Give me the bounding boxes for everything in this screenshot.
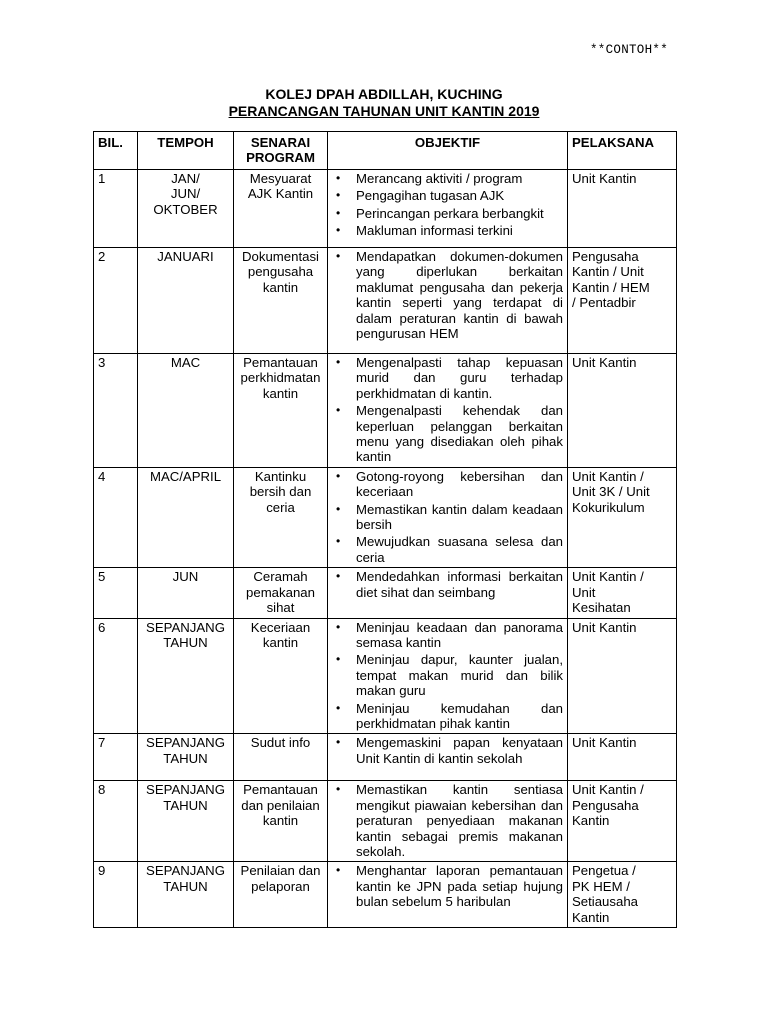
cell-program	[234, 170, 328, 248]
table-row	[94, 734, 677, 781]
objective-text: Mengenalpasti kehendak dan keperluan pelanggan berkaitan menu yang disediakan oleh pihak kantin	[356, 403, 563, 465]
cell-pelaksana	[568, 170, 677, 248]
objective-item	[332, 569, 563, 600]
header-senarai-line1: SENARAI	[250, 135, 311, 150]
bullet-icon: •	[336, 205, 341, 220]
header-senarai-program	[234, 132, 328, 170]
objective-text: Mengemaskini papan kenyataan Unit Kantin di kantin sekolah	[356, 735, 563, 766]
cell-program	[234, 862, 328, 928]
bullet-icon: •	[336, 249, 341, 263]
tempoh-line: JUN	[172, 569, 199, 585]
objective-list	[332, 171, 563, 239]
cell-objektif	[328, 862, 568, 928]
bullet-icon: •	[336, 735, 341, 750]
cell-program	[234, 618, 328, 734]
objective-text: Memastikan kantin dalam keadaan bersih	[356, 501, 563, 533]
bullet-icon: •	[336, 403, 341, 418]
objective-list	[332, 469, 563, 565]
program-line: AJK Kantin	[247, 186, 314, 202]
cell-bil: 2	[94, 248, 138, 354]
objective-item	[332, 701, 563, 732]
cell-pelaksana	[568, 248, 677, 354]
objective-text: Mengenalpasti tahap kepuasan murid dan guru terhadap perkhidmatan di kantin.	[356, 355, 563, 401]
cell-objektif	[328, 170, 568, 248]
annual-plan-table	[93, 131, 677, 928]
objective-text: Mewujudkan suasana selesa dan ceria	[356, 534, 563, 565]
program-line: ceria	[266, 499, 295, 515]
pelaksana-line: Kantin	[572, 813, 610, 829]
header-tempoh: TEMPOH	[138, 132, 234, 170]
cell-tempoh	[138, 248, 234, 354]
program-line: kantin	[262, 813, 299, 829]
bullet-icon: •	[336, 700, 341, 715]
pelaksana-line: Pengusaha	[572, 797, 639, 813]
tempoh-line: SEPANJANG	[146, 619, 225, 635]
cell-bil: 7	[94, 734, 138, 781]
table-row	[94, 618, 677, 734]
objective-item	[332, 735, 563, 766]
pelaksana-line: Unit Kantin	[572, 735, 637, 751]
bullet-icon: •	[336, 619, 341, 634]
table-row	[94, 354, 677, 468]
tempoh-line: JAN/	[171, 171, 200, 186]
program-line: bersih dan	[249, 484, 312, 500]
cell-bil: 3	[94, 354, 138, 468]
objective-list	[332, 620, 563, 732]
pelaksana-line: Kantin	[572, 909, 610, 925]
tempoh-line: OKTOBER	[153, 201, 218, 217]
objective-item	[332, 863, 563, 909]
header-objektif: OBJEKTIF	[328, 132, 568, 170]
pelaksana-line: Unit Kantin /	[572, 569, 644, 585]
cell-bil: 6	[94, 618, 138, 734]
tempoh-line: JANUARI	[157, 249, 214, 264]
objective-list	[332, 735, 563, 766]
objective-text: Menghantar laporan pemantauan kantin ke JPN pada setiap hujung bulan sebelum 5 haribulan	[356, 863, 563, 910]
cell-pelaksana	[568, 467, 677, 567]
tempoh-line: TAHUN	[163, 878, 208, 894]
cell-tempoh	[138, 862, 234, 928]
cell-pelaksana	[568, 734, 677, 781]
pelaksana-line: Pengusaha	[572, 249, 639, 264]
cell-tempoh	[138, 467, 234, 567]
objective-text: Mendapatkan dokumen-dokumen yang diperlukan berkaitan maklumat pengusaha dan pekerja kantin seperti yang terdapat di dalam peraturan kantin di bawah pengurusan HEM	[356, 249, 563, 342]
program-line: pelaporan	[251, 878, 310, 894]
program-line: Pemantauan	[243, 782, 318, 798]
objective-text: Pengagihan tugasan AJK	[356, 188, 505, 204]
objective-item	[332, 652, 563, 698]
objective-text: Meninjau keadaan dan panorama semasa kantin	[356, 619, 563, 650]
program-line: Pemantauan	[243, 355, 318, 370]
pelaksana-line: Kesihatan	[572, 600, 631, 616]
pelaksana-line: Kantin / Unit	[572, 264, 644, 280]
cell-program	[234, 354, 328, 468]
bullet-icon: •	[336, 534, 341, 549]
objective-text: Meninjau kemudahan dan perkhidmatan pihak kantin	[356, 700, 563, 731]
objective-item	[332, 223, 563, 238]
cell-pelaksana	[568, 618, 677, 734]
document-title-school: KOLEJ DPAH ABDILLAH, KUCHING	[265, 86, 503, 102]
objective-item	[332, 355, 563, 401]
table-row	[94, 170, 677, 248]
program-line: kantin	[262, 385, 299, 401]
bullet-icon: •	[336, 171, 341, 185]
bullet-icon: •	[336, 223, 341, 238]
objective-item	[332, 171, 563, 186]
program-line: Keceriaan	[250, 619, 311, 635]
program-line: kantin	[262, 279, 299, 295]
objective-item	[332, 188, 563, 203]
bullet-icon: •	[336, 569, 341, 584]
tempoh-line: SEPANJANG	[146, 863, 225, 879]
cell-objektif	[328, 354, 568, 468]
bullet-icon: •	[336, 501, 341, 516]
bullet-icon: •	[336, 468, 341, 483]
pelaksana-line: Unit Kantin	[572, 355, 637, 370]
bullet-icon: •	[336, 188, 341, 203]
tempoh-line: MAC	[170, 355, 201, 370]
pelaksana-line: Unit Kantin /	[572, 468, 644, 484]
program-line: pemakanan	[246, 584, 315, 600]
header-senarai-line2: PROGRAM	[246, 150, 315, 166]
table-header-row	[94, 132, 677, 170]
cell-objektif	[328, 734, 568, 781]
tempoh-line: TAHUN	[163, 750, 208, 766]
cell-bil: 1	[94, 170, 138, 248]
sample-marker: **CONTOH**	[590, 43, 669, 57]
cell-program	[234, 248, 328, 354]
cell-tempoh	[138, 734, 234, 781]
table-row	[94, 781, 677, 862]
objective-list	[332, 569, 563, 600]
cell-tempoh	[138, 354, 234, 468]
pelaksana-line: Pengetua /	[572, 863, 636, 879]
bullet-icon: •	[336, 355, 341, 369]
cell-pelaksana	[568, 354, 677, 468]
pelaksana-line: Unit Kantin	[572, 619, 637, 635]
objective-item	[332, 206, 563, 221]
objective-text: Memastikan kantin sentiasa mengikut piawaian kebersihan dan peraturan penyediaan makanan kantin sebagai premis makanan sekolah.	[356, 782, 563, 859]
cell-program	[234, 568, 328, 618]
table-row	[94, 862, 677, 928]
cell-program	[234, 467, 328, 567]
objective-list	[332, 355, 563, 465]
cell-objektif	[328, 781, 568, 862]
tempoh-line: TAHUN	[163, 797, 208, 813]
document-title-plan: PERANCANGAN TAHUNAN UNIT KANTIN 2019	[228, 103, 540, 119]
cell-program	[234, 781, 328, 862]
cell-tempoh	[138, 568, 234, 618]
objective-list	[332, 782, 563, 859]
objective-item	[332, 782, 563, 859]
program-line: kantin	[262, 634, 299, 650]
tempoh-line: SEPANJANG	[146, 782, 225, 798]
pelaksana-line: Unit Kantin	[572, 171, 637, 186]
table-row	[94, 467, 677, 567]
pelaksana-line: Unit	[572, 584, 596, 600]
program-line: Penilaian dan	[240, 863, 321, 879]
tempoh-line: SEPANJANG	[146, 735, 225, 751]
program-line: Dokumentasi	[242, 249, 319, 264]
pelaksana-line: Setiausaha	[572, 894, 638, 910]
program-line: Sudut info	[250, 735, 311, 751]
cell-bil: 9	[94, 862, 138, 928]
objective-text: Makluman informasi terkini	[356, 223, 513, 239]
pelaksana-line: / Pentadbir	[572, 295, 636, 311]
cell-tempoh	[138, 170, 234, 248]
table-row	[94, 568, 677, 618]
bullet-icon: •	[336, 863, 341, 878]
cell-objektif	[328, 618, 568, 734]
program-line: Kantinku	[254, 468, 307, 484]
program-line: Mesyuarat	[249, 171, 312, 186]
objective-text: Mendedahkan informasi berkaitan diet sihat dan seimbang	[356, 569, 563, 600]
pelaksana-line: Unit 3K / Unit	[572, 484, 650, 500]
objective-text: Perincangan perkara berbangkit	[356, 205, 544, 221]
table-row	[94, 248, 677, 354]
cell-bil: 8	[94, 781, 138, 862]
objective-item	[332, 403, 563, 465]
cell-pelaksana	[568, 862, 677, 928]
header-pelaksana: PELAKSANA	[568, 132, 677, 170]
objective-item	[332, 620, 563, 651]
pelaksana-line: Kokurikulum	[572, 499, 645, 515]
objective-list	[332, 249, 563, 341]
tempoh-line: JUN/	[170, 186, 201, 202]
pelaksana-line: PK HEM /	[572, 878, 630, 894]
objective-item	[332, 249, 563, 341]
cell-bil: 5	[94, 568, 138, 618]
program-line: dan penilaian	[241, 797, 320, 813]
objective-text: Meninjau dapur, kaunter jualan, tempat makan murid dan bilik makan guru	[356, 652, 563, 699]
objective-list	[332, 863, 563, 909]
cell-pelaksana	[568, 568, 677, 618]
cell-tempoh	[138, 618, 234, 734]
bullet-icon: •	[336, 782, 341, 797]
pelaksana-line: Kantin / HEM	[572, 279, 650, 295]
objective-text: Merancang aktiviti / program	[356, 171, 523, 186]
cell-pelaksana	[568, 781, 677, 862]
objective-item	[332, 502, 563, 533]
objective-text: Gotong-royong kebersihan dan keceriaan	[356, 468, 563, 500]
cell-program	[234, 734, 328, 781]
program-line: pengusaha	[247, 264, 314, 280]
header-bil: BIL.	[94, 132, 138, 170]
program-line: sihat	[266, 600, 295, 616]
bullet-icon: •	[336, 652, 341, 667]
tempoh-line: MAC/APRIL	[149, 468, 222, 484]
cell-objektif	[328, 568, 568, 618]
program-line: Ceramah	[253, 569, 308, 585]
objective-item	[332, 534, 563, 565]
tempoh-line: TAHUN	[163, 634, 208, 650]
cell-objektif	[328, 467, 568, 567]
program-line: perkhidmatan	[240, 370, 321, 386]
cell-objektif	[328, 248, 568, 354]
table-body	[94, 170, 677, 928]
pelaksana-line: Unit Kantin /	[572, 782, 644, 798]
objective-item	[332, 469, 563, 500]
cell-bil: 4	[94, 467, 138, 567]
cell-tempoh	[138, 781, 234, 862]
